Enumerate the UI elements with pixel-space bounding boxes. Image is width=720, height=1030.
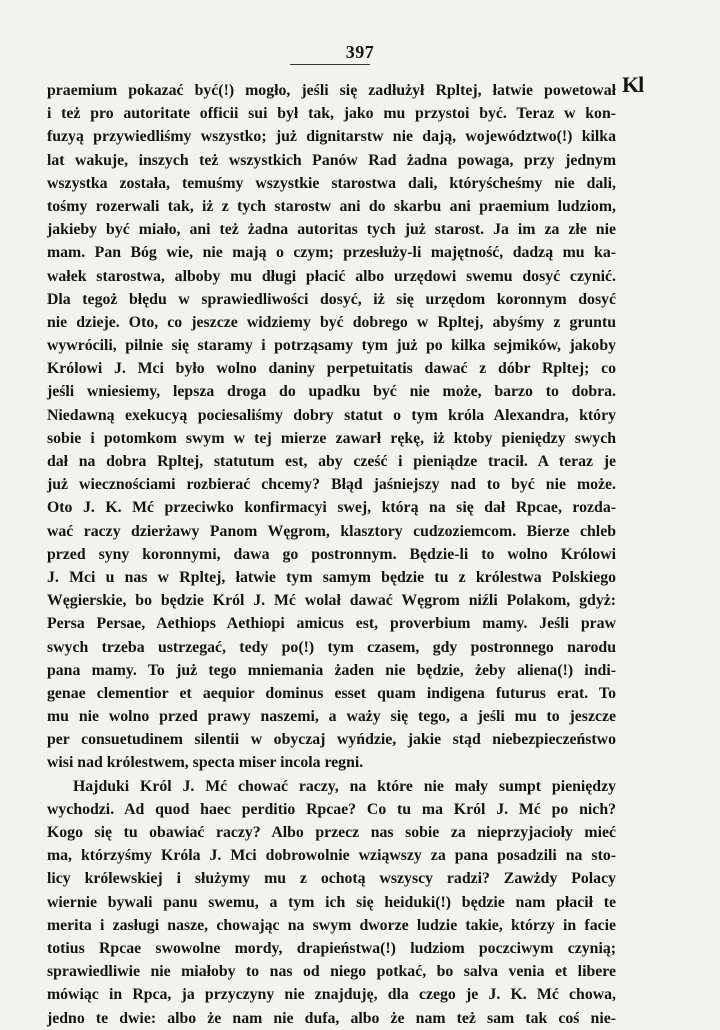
text-line: ma, którzyśmy Króla J. Mci dobrowolnie wziąwszy za pana posadzili na sto- <box>47 847 616 865</box>
text-line: wałek starostwa, alboby mu długi płacić albo urzędowi swemu dosyć czynić. <box>47 267 616 285</box>
text-line: już wiecznościami rozbierać chcemy? Błąd jaśniejszy nad to być nie może. <box>47 476 616 494</box>
text-line: tośmy rozerwali tak, iż z tych starostw ani do skarbu ani praemium ludziom, <box>47 197 616 215</box>
text-line: i też pro autoritate officii sui był tak, jako mu przystoi być. Teraz w kon- <box>47 105 616 123</box>
text-line: Węgierskie, bo będzie Król J. Mć wolał dawać Węgrom niźli Polakom, gdyż: <box>47 592 616 610</box>
text-line: Persa Persae, Aethiops Aethiopi amicus est, proverbium mamy. Jeśli praw <box>47 615 616 633</box>
text-line: jedno te dwie: albo że nam nie dufa, albo że nam też sam tak coś nie- <box>47 1009 616 1027</box>
text-line: J. Mci u nas w Rpltej, łatwie tym samym będzie tu z królestwa Polskiego <box>47 568 616 586</box>
text-line: per consuetudinem silentii w obyczaj wyńdzie, jakie stąd niebezpieczeństwo <box>47 731 616 749</box>
text-line: jakieby być miało, ani też żadna autoritas tych już starost. Ja im za złe nie <box>47 221 616 239</box>
text-line: wychodzi. Ad quod haec perditio Rpcae? Co tu ma Król J. Mć po nich? <box>47 800 616 818</box>
text-line: genae clementior et aequior dominus esset quam indigena futurus erat. To <box>47 684 616 702</box>
text-line: przed syny koronnymi, dawa go postronnym. Będzie-li to wolno Królowi <box>47 545 616 563</box>
page-number: 397 <box>345 42 375 62</box>
text-line: mówiąc in Rpca, ja przyczyny nie znajduję, dla czego je J. K. Mć chowa, <box>47 986 616 1004</box>
text-line: jeśli wniesiemy, lepsza droga do upadku być nie może, barzo to dobra. <box>47 383 616 401</box>
text-line: wiernie bywali panu swemu, a tym ich się heiduki(!) będzie nam płacił te <box>47 893 616 911</box>
text-line: sobie i potomkom swym w tej mierze zawarł rękę, iż ktoby pieniędzy swych <box>47 429 616 447</box>
text-line: nie dzieje. Oto, co jeszcze widziemy być dobrego w Rpltej, abyśmy z gruntu <box>47 313 616 331</box>
text-line: wisi nad królestwem, specta miser incola regni. <box>47 754 364 772</box>
text-line: Oto J. K. Mć przeciwko konfirmacyi swej, którą na się dał Rpcae, rozda- <box>47 499 616 517</box>
text-line: Niedawną exekucyą pociesaliśmy dobry statut o tym króla Alexandra, który <box>47 406 616 424</box>
text-line: Kogo się tu obawiać raczy? Albo przecz nas sobie za nieprzyjacioły mieć <box>47 824 616 841</box>
text-line: swych trzeba ustrzegać, tedy po(!) tym czasem, gdy postronnego narodu <box>47 638 616 656</box>
text-line: praemium pokazać być(!) mogło, jeśli się zadłużył Rpltej, łatwie powetował <box>47 82 616 99</box>
text-line: fuzyą przywiedliśmy wszystko; już dignitarstw nie dają, województwo(!) kilka <box>47 128 616 146</box>
text-line: totius Rpcae swowolne mordy, drapieństwa(!) ludziom poczciwym czynią; <box>47 939 616 957</box>
text-line: Dla tegoż błędu w sprawiedliwości dosyć, iż się urzędom koronnym dosyć <box>47 290 616 308</box>
text-line: wszystka została, temuśmy wszystkie starostwa dali, któryścheśmy nie dali, <box>47 174 616 192</box>
text-line: wywrócili, pilnie się staramy i potrząsamy tym już po kilka sejmików, jakoby <box>47 337 616 355</box>
text-line: wać raczy dzierżawy Panom Węgrom, klasztory cudzoziemcom. Bierze chleb <box>47 522 616 540</box>
body-text <box>47 79 616 1030</box>
text-line: mam. Pan Bóg wie, nie mają o czym; przesłuży-li majętność, dadzą mu ka- <box>47 244 616 262</box>
text-line: licy królewskiej i służymy mu z ochotą wszyscy radzi? Zawżdy Polacy <box>47 870 616 888</box>
paragraph <box>47 79 616 775</box>
page-number-underline <box>290 64 370 65</box>
text-line: Hajduki Król J. Mć chować raczy, na które nie mały sumpt pieniędzy <box>73 777 616 795</box>
text-line: merita i zasługi nasze, chowając na swym dworze ludzie takie, którzy in facie <box>47 916 616 934</box>
text-line: lat wakuje, inszych też wszystkich Panów Rad żadna powaga, przy jednym <box>47 151 616 169</box>
text-line: mu nie wolno przed prawy naszemi, a waży się tego, a jeśli mu to jeszcze <box>47 708 616 726</box>
text-line: Królowi J. Mci było wolno daniny perpetuitatis dawać z dóbr Rpltej; co <box>47 360 616 378</box>
text-line: sprawiedliwie nie miałoby to nas od niego potkać, bo salva venia et libere <box>47 963 616 981</box>
text-line: pana mamy. To już tego mniemania żaden nie będzie, żeby aliena(!) indi- <box>47 661 616 679</box>
paragraph <box>47 775 616 1030</box>
margin-mark: Kl <box>622 72 644 97</box>
text-line: dał na dobra Rpltej, statutum est, aby cześć i pieniądze tracił. A teraz je <box>47 453 616 470</box>
